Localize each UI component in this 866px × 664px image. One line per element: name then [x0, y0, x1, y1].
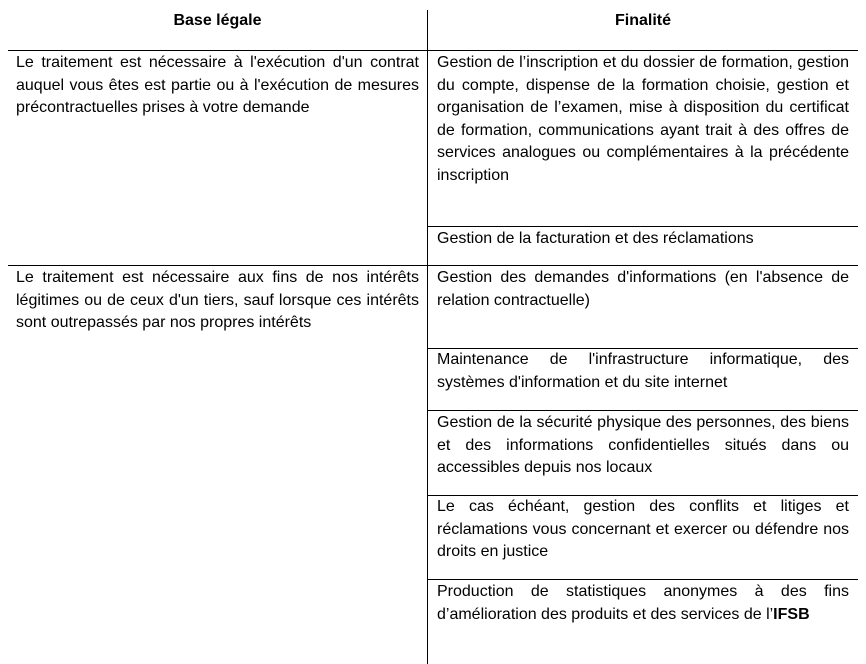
- row-divider: [428, 226, 858, 227]
- header-finalite: Finalité: [614, 12, 671, 29]
- legal-basis-legitimate-interest: Le traitement est nécessaire aux fins de nos intérêts légitimes ou de ceux d'un tiers, sauf lorsque ces intérêts sont outrepassés par nos propres intérêts: [16, 269, 419, 331]
- column-divider: [427, 10, 428, 664]
- section-rule: [8, 265, 858, 266]
- row-divider: [428, 410, 858, 411]
- purpose-it-maintenance: Maintenance de l'infrastructure informatique, des systèmes d'information et du site internet: [437, 351, 849, 391]
- legal-basis-contract: Le traitement est nécessaire à l'exécution d'un contrat auquel vous êtes est partie ou à l'exécution de mesures précontractuelles prises à votre demande: [16, 54, 419, 116]
- purpose-registration: Gestion de l’inscription et du dossier de formation, gestion du compte, dispense de la formation choisie, gestion et organisation de l’examen, mise à disposition du certificat de formation, communications ayant trait à des offres de services analogues ou complémentaires à la précédente inscription: [437, 54, 849, 184]
- header-rule: [8, 50, 858, 51]
- purpose-statistics-text: Production de statistiques anonymes à des fins d’amélioration des produits et des services de l’: [437, 583, 849, 623]
- header-base-legale: Base légale: [173, 12, 262, 29]
- row-divider: [428, 579, 858, 580]
- purpose-disputes: Le cas échéant, gestion des conflits et litiges et réclamations vous concernant et exercer ou défendre nos droits en justice: [437, 498, 849, 560]
- purpose-statistics: [437, 581, 849, 626]
- purpose-physical-security: Gestion de la sécurité physique des personnes, des biens et des informations confidentielles situés dans ou accessibles depuis nos locaux: [437, 414, 849, 476]
- organization-name: IFSB: [773, 605, 810, 623]
- purpose-information-requests: Gestion des demandes d'informations (en l'absence de relation contractuelle): [437, 269, 849, 309]
- purpose-billing: Gestion de la facturation et des réclamations: [437, 230, 754, 247]
